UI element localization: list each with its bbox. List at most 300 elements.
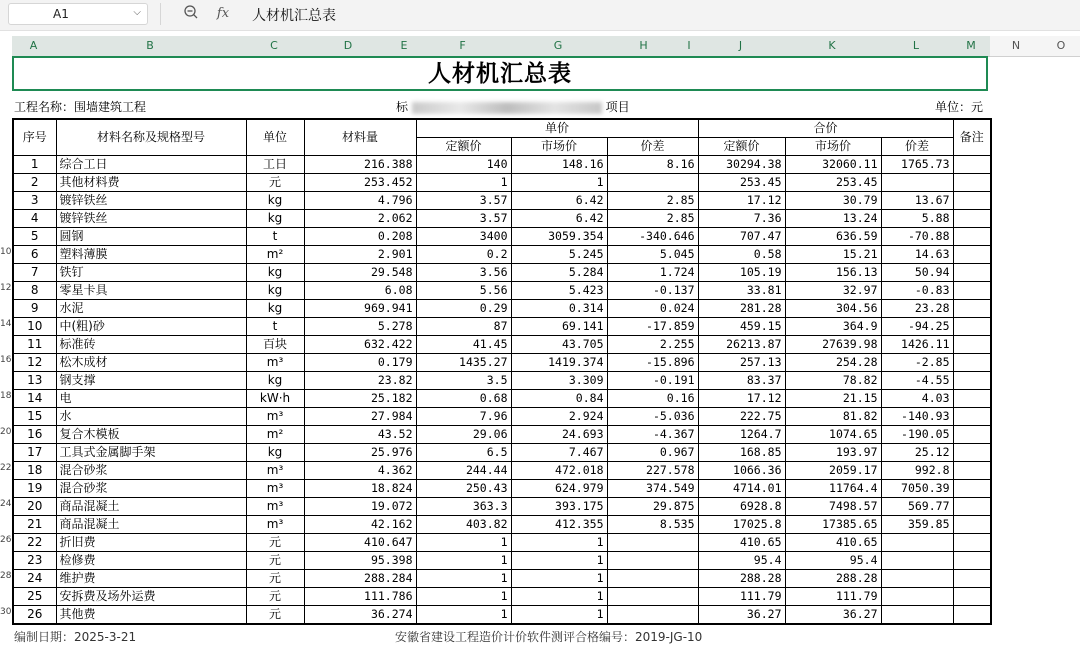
cell-material-name[interactable]: 复合木模板 bbox=[56, 426, 246, 444]
cell-market-price[interactable]: 69.141 bbox=[511, 318, 607, 336]
header-total-quota[interactable]: 定额价 bbox=[698, 138, 785, 156]
cell-price-diff[interactable] bbox=[607, 606, 698, 625]
row-number[interactable]: 22 bbox=[0, 463, 12, 473]
cell-market-price[interactable]: 393.175 bbox=[511, 498, 607, 516]
cell-quota-price[interactable]: 140 bbox=[416, 156, 511, 174]
column-header-o[interactable]: O bbox=[1056, 39, 1066, 52]
header-total-market[interactable]: 市场价 bbox=[785, 138, 881, 156]
cell-total-market[interactable]: 193.97 bbox=[785, 444, 881, 462]
cell-total-diff[interactable] bbox=[881, 534, 953, 552]
cell-quantity[interactable]: 2.062 bbox=[304, 210, 416, 228]
cell-seq[interactable]: 21 bbox=[13, 516, 56, 534]
cell-seq[interactable]: 4 bbox=[13, 210, 56, 228]
cell-total-diff[interactable]: 23.28 bbox=[881, 300, 953, 318]
cell-remark[interactable] bbox=[953, 516, 991, 534]
cell-market-price[interactable]: 412.355 bbox=[511, 516, 607, 534]
cell-market-price[interactable]: 0.314 bbox=[511, 300, 607, 318]
cell-quota-price[interactable]: 87 bbox=[416, 318, 511, 336]
column-header-m[interactable]: M bbox=[966, 39, 976, 52]
cell-total-quota[interactable]: 0.58 bbox=[698, 246, 785, 264]
cell-total-diff[interactable]: 13.67 bbox=[881, 192, 953, 210]
cell-quota-price[interactable]: 1 bbox=[416, 606, 511, 625]
cell-total-market[interactable]: 17385.65 bbox=[785, 516, 881, 534]
cell-seq[interactable]: 12 bbox=[13, 354, 56, 372]
cell-total-market[interactable]: 364.9 bbox=[785, 318, 881, 336]
cell-seq[interactable]: 17 bbox=[13, 444, 56, 462]
cell-price-diff[interactable]: 8.16 bbox=[607, 156, 698, 174]
cell-remark[interactable] bbox=[953, 228, 991, 246]
cell-total-market[interactable]: 304.56 bbox=[785, 300, 881, 318]
row-number[interactable]: 30 bbox=[0, 607, 12, 617]
function-icon[interactable]: fx bbox=[216, 6, 230, 21]
formula-content[interactable]: 人材机汇总表 bbox=[252, 8, 336, 24]
cell-quota-price[interactable]: 3.57 bbox=[416, 210, 511, 228]
column-header-i[interactable]: I bbox=[687, 39, 691, 52]
row-number[interactable]: 16 bbox=[0, 355, 12, 365]
cell-seq[interactable]: 24 bbox=[13, 570, 56, 588]
cell-quantity[interactable]: 19.072 bbox=[304, 498, 416, 516]
column-header-n[interactable]: N bbox=[1011, 39, 1021, 52]
cell-quantity[interactable]: 216.388 bbox=[304, 156, 416, 174]
cell-total-market[interactable]: 30.79 bbox=[785, 192, 881, 210]
header-remark[interactable]: 备注 bbox=[953, 119, 991, 156]
cell-price-diff[interactable]: 2.85 bbox=[607, 210, 698, 228]
cell-unit[interactable]: m³ bbox=[246, 480, 304, 498]
cell-seq[interactable]: 6 bbox=[13, 246, 56, 264]
cell-quota-price[interactable]: 41.45 bbox=[416, 336, 511, 354]
cell-quota-price[interactable]: 244.44 bbox=[416, 462, 511, 480]
cell-material-name[interactable]: 折旧费 bbox=[56, 534, 246, 552]
cell-total-diff[interactable]: 1765.73 bbox=[881, 156, 953, 174]
cell-seq[interactable]: 2 bbox=[13, 174, 56, 192]
cell-quota-price[interactable]: 3.56 bbox=[416, 264, 511, 282]
cell-unit[interactable]: m³ bbox=[246, 354, 304, 372]
cell-remark[interactable] bbox=[953, 426, 991, 444]
cell-total-quota[interactable]: 281.28 bbox=[698, 300, 785, 318]
cell-remark[interactable] bbox=[953, 300, 991, 318]
cell-total-market[interactable]: 27639.98 bbox=[785, 336, 881, 354]
cell-seq[interactable]: 7 bbox=[13, 264, 56, 282]
cell-material-name[interactable]: 混合砂浆 bbox=[56, 462, 246, 480]
cell-material-name[interactable]: 标准砖 bbox=[56, 336, 246, 354]
cell-price-diff[interactable]: 2.85 bbox=[607, 192, 698, 210]
cell-total-diff[interactable]: 7050.39 bbox=[881, 480, 953, 498]
cell-quantity[interactable]: 4.796 bbox=[304, 192, 416, 210]
cell-price-diff[interactable]: 29.875 bbox=[607, 498, 698, 516]
cell-unit[interactable]: kg bbox=[246, 192, 304, 210]
cell-price-diff[interactable]: 2.255 bbox=[607, 336, 698, 354]
cell-market-price[interactable]: 0.84 bbox=[511, 390, 607, 408]
cell-unit[interactable]: m³ bbox=[246, 516, 304, 534]
cell-material-name[interactable]: 铁钉 bbox=[56, 264, 246, 282]
cell-total-market[interactable]: 636.59 bbox=[785, 228, 881, 246]
cell-price-diff[interactable]: -4.367 bbox=[607, 426, 698, 444]
cell-quota-price[interactable]: 1435.27 bbox=[416, 354, 511, 372]
cell-seq[interactable]: 26 bbox=[13, 606, 56, 625]
header-unit-price[interactable]: 单价 bbox=[416, 119, 698, 138]
cell-quota-price[interactable]: 29.06 bbox=[416, 426, 511, 444]
column-header-l[interactable]: L bbox=[912, 39, 920, 52]
cell-quota-price[interactable]: 6.5 bbox=[416, 444, 511, 462]
cell-quota-price[interactable]: 3400 bbox=[416, 228, 511, 246]
cell-price-diff[interactable]: -0.137 bbox=[607, 282, 698, 300]
cell-price-diff[interactable]: -17.859 bbox=[607, 318, 698, 336]
cell-total-market[interactable]: 156.13 bbox=[785, 264, 881, 282]
cell-total-quota[interactable]: 17025.8 bbox=[698, 516, 785, 534]
cell-seq[interactable]: 3 bbox=[13, 192, 56, 210]
header-quota-price[interactable]: 定额价 bbox=[416, 138, 511, 156]
cell-total-quota[interactable]: 4714.01 bbox=[698, 480, 785, 498]
cell-quantity[interactable]: 288.284 bbox=[304, 570, 416, 588]
cell-price-diff[interactable] bbox=[607, 588, 698, 606]
cell-seq[interactable]: 20 bbox=[13, 498, 56, 516]
cell-total-diff[interactable]: 50.94 bbox=[881, 264, 953, 282]
cell-seq[interactable]: 25 bbox=[13, 588, 56, 606]
cell-quota-price[interactable]: 7.96 bbox=[416, 408, 511, 426]
column-header-j[interactable]: J bbox=[738, 39, 743, 52]
cell-market-price[interactable]: 7.467 bbox=[511, 444, 607, 462]
row-number[interactable]: 10 bbox=[0, 247, 12, 257]
row-number[interactable]: 26 bbox=[0, 535, 12, 545]
cell-unit[interactable]: 元 bbox=[246, 534, 304, 552]
cell-material-name[interactable]: 水 bbox=[56, 408, 246, 426]
cell-material-name[interactable]: 混合砂浆 bbox=[56, 480, 246, 498]
cell-quantity[interactable]: 95.398 bbox=[304, 552, 416, 570]
cell-unit[interactable]: 工日 bbox=[246, 156, 304, 174]
cell-remark[interactable] bbox=[953, 264, 991, 282]
cell-quantity[interactable]: 25.976 bbox=[304, 444, 416, 462]
cell-quantity[interactable]: 23.82 bbox=[304, 372, 416, 390]
cell-total-diff[interactable]: 359.85 bbox=[881, 516, 953, 534]
name-box[interactable] bbox=[8, 3, 148, 25]
cell-seq[interactable]: 13 bbox=[13, 372, 56, 390]
cell-total-diff[interactable]: -2.85 bbox=[881, 354, 953, 372]
cell-quota-price[interactable]: 5.56 bbox=[416, 282, 511, 300]
cell-price-diff[interactable] bbox=[607, 174, 698, 192]
cell-total-market[interactable]: 36.27 bbox=[785, 606, 881, 625]
cell-material-name[interactable]: 镀锌铁丝 bbox=[56, 192, 246, 210]
cell-price-diff[interactable] bbox=[607, 534, 698, 552]
cell-market-price[interactable]: 1 bbox=[511, 534, 607, 552]
cell-unit[interactable]: kg bbox=[246, 300, 304, 318]
cell-quantity[interactable]: 0.179 bbox=[304, 354, 416, 372]
cell-material-name[interactable]: 钢支撑 bbox=[56, 372, 246, 390]
cell-market-price[interactable]: 1 bbox=[511, 174, 607, 192]
cell-total-diff[interactable]: -140.93 bbox=[881, 408, 953, 426]
cell-price-diff[interactable]: 0.16 bbox=[607, 390, 698, 408]
cell-remark[interactable] bbox=[953, 390, 991, 408]
cell-total-diff[interactable]: 4.03 bbox=[881, 390, 953, 408]
cell-price-diff[interactable] bbox=[607, 570, 698, 588]
cell-total-diff[interactable] bbox=[881, 552, 953, 570]
cell-total-diff[interactable]: 569.77 bbox=[881, 498, 953, 516]
cell-total-quota[interactable]: 168.85 bbox=[698, 444, 785, 462]
cell-unit[interactable]: kW·h bbox=[246, 390, 304, 408]
cell-seq[interactable]: 15 bbox=[13, 408, 56, 426]
cell-total-market[interactable]: 1074.65 bbox=[785, 426, 881, 444]
cell-seq[interactable]: 11 bbox=[13, 336, 56, 354]
cell-quantity[interactable]: 36.274 bbox=[304, 606, 416, 625]
cell-market-price[interactable]: 5.423 bbox=[511, 282, 607, 300]
cell-total-quota[interactable]: 7.36 bbox=[698, 210, 785, 228]
row-number[interactable]: 20 bbox=[0, 427, 12, 437]
cell-total-quota[interactable]: 459.15 bbox=[698, 318, 785, 336]
cell-remark[interactable] bbox=[953, 570, 991, 588]
column-header-h[interactable]: H bbox=[639, 39, 648, 52]
cell-seq[interactable]: 8 bbox=[13, 282, 56, 300]
cell-unit[interactable]: 元 bbox=[246, 552, 304, 570]
cell-material-name[interactable]: 维护费 bbox=[56, 570, 246, 588]
cell-total-quota[interactable]: 253.45 bbox=[698, 174, 785, 192]
cell-market-price[interactable]: 3.309 bbox=[511, 372, 607, 390]
cell-quantity[interactable]: 18.824 bbox=[304, 480, 416, 498]
column-header-e[interactable]: E bbox=[400, 39, 408, 52]
cell-total-quota[interactable]: 17.12 bbox=[698, 192, 785, 210]
cell-seq[interactable]: 18 bbox=[13, 462, 56, 480]
cell-total-diff[interactable]: 25.12 bbox=[881, 444, 953, 462]
cell-quantity[interactable]: 410.647 bbox=[304, 534, 416, 552]
cell-unit[interactable]: kg bbox=[246, 282, 304, 300]
cell-material-name[interactable]: 其他材料费 bbox=[56, 174, 246, 192]
cell-unit[interactable]: 元 bbox=[246, 606, 304, 625]
cell-market-price[interactable]: 6.42 bbox=[511, 192, 607, 210]
cell-total-market[interactable]: 95.4 bbox=[785, 552, 881, 570]
row-number[interactable]: 18 bbox=[0, 391, 12, 401]
cell-quantity[interactable]: 42.162 bbox=[304, 516, 416, 534]
cell-market-price[interactable]: 2.924 bbox=[511, 408, 607, 426]
cell-total-quota[interactable]: 288.28 bbox=[698, 570, 785, 588]
cell-total-quota[interactable]: 1066.36 bbox=[698, 462, 785, 480]
cell-market-price[interactable]: 1 bbox=[511, 606, 607, 625]
cell-market-price[interactable]: 6.42 bbox=[511, 210, 607, 228]
cell-total-market[interactable]: 21.15 bbox=[785, 390, 881, 408]
header-market-price[interactable]: 市场价 bbox=[511, 138, 607, 156]
cell-quota-price[interactable]: 0.68 bbox=[416, 390, 511, 408]
cell-unit[interactable]: 元 bbox=[246, 588, 304, 606]
cell-total-quota[interactable]: 6928.8 bbox=[698, 498, 785, 516]
column-header-c[interactable]: C bbox=[270, 39, 278, 52]
cell-total-market[interactable]: 11764.4 bbox=[785, 480, 881, 498]
cell-unit[interactable]: kg bbox=[246, 210, 304, 228]
column-header-g[interactable]: G bbox=[553, 39, 563, 52]
cell-unit[interactable]: m³ bbox=[246, 498, 304, 516]
header-unit[interactable]: 单位 bbox=[246, 119, 304, 156]
cell-quantity[interactable]: 0.208 bbox=[304, 228, 416, 246]
cell-quota-price[interactable]: 0.29 bbox=[416, 300, 511, 318]
sheet-title-cell[interactable] bbox=[12, 56, 988, 91]
cell-total-diff[interactable]: -94.25 bbox=[881, 318, 953, 336]
cell-quota-price[interactable]: 403.82 bbox=[416, 516, 511, 534]
cell-market-price[interactable]: 1419.374 bbox=[511, 354, 607, 372]
cell-total-quota[interactable]: 17.12 bbox=[698, 390, 785, 408]
cell-market-price[interactable]: 1 bbox=[511, 588, 607, 606]
cell-seq[interactable]: 16 bbox=[13, 426, 56, 444]
cell-quota-price[interactable]: 1 bbox=[416, 570, 511, 588]
cell-seq[interactable]: 10 bbox=[13, 318, 56, 336]
row-number[interactable]: 12 bbox=[0, 283, 12, 293]
cell-unit[interactable]: 元 bbox=[246, 174, 304, 192]
cell-remark[interactable] bbox=[953, 336, 991, 354]
cell-total-quota[interactable]: 707.47 bbox=[698, 228, 785, 246]
cell-remark[interactable] bbox=[953, 444, 991, 462]
column-header-f[interactable]: F bbox=[459, 39, 466, 52]
cell-remark[interactable] bbox=[953, 462, 991, 480]
cell-material-name[interactable]: 电 bbox=[56, 390, 246, 408]
cell-quota-price[interactable]: 250.43 bbox=[416, 480, 511, 498]
cell-quantity[interactable]: 5.278 bbox=[304, 318, 416, 336]
cell-material-name[interactable]: 中(粗)砂 bbox=[56, 318, 246, 336]
cell-price-diff[interactable]: -15.896 bbox=[607, 354, 698, 372]
cell-total-market[interactable]: 81.82 bbox=[785, 408, 881, 426]
cell-seq[interactable]: 19 bbox=[13, 480, 56, 498]
project-name[interactable]: 工程名称：围墙建筑工程 bbox=[14, 100, 147, 114]
cell-market-price[interactable]: 624.979 bbox=[511, 480, 607, 498]
cell-quota-price[interactable]: 1 bbox=[416, 588, 511, 606]
cell-total-diff[interactable]: -70.88 bbox=[881, 228, 953, 246]
cell-total-market[interactable]: 254.28 bbox=[785, 354, 881, 372]
cell-total-market[interactable]: 78.82 bbox=[785, 372, 881, 390]
header-material-name[interactable]: 材料名称及规格型号 bbox=[56, 119, 246, 156]
cell-quota-price[interactable]: 3.5 bbox=[416, 372, 511, 390]
cell-seq[interactable]: 5 bbox=[13, 228, 56, 246]
cell-total-diff[interactable] bbox=[881, 588, 953, 606]
row-number[interactable]: 14 bbox=[0, 319, 12, 329]
cell-seq[interactable]: 14 bbox=[13, 390, 56, 408]
row-number[interactable]: 28 bbox=[0, 571, 12, 581]
cell-total-quota[interactable]: 30294.38 bbox=[698, 156, 785, 174]
cell-quantity[interactable]: 6.08 bbox=[304, 282, 416, 300]
cell-total-quota[interactable]: 83.37 bbox=[698, 372, 785, 390]
cell-market-price[interactable]: 1 bbox=[511, 552, 607, 570]
cell-market-price[interactable]: 1 bbox=[511, 570, 607, 588]
cell-price-diff[interactable]: 0.967 bbox=[607, 444, 698, 462]
cell-quantity[interactable]: 111.786 bbox=[304, 588, 416, 606]
cell-material-name[interactable]: 塑料薄膜 bbox=[56, 246, 246, 264]
header-price-diff[interactable]: 价差 bbox=[607, 138, 698, 156]
cell-total-quota[interactable]: 36.27 bbox=[698, 606, 785, 625]
footer-date[interactable]: 编制日期：2025-3-21 bbox=[14, 630, 137, 644]
cell-market-price[interactable]: 472.018 bbox=[511, 462, 607, 480]
cell-unit[interactable]: m² bbox=[246, 426, 304, 444]
column-header-b[interactable]: B bbox=[146, 39, 154, 52]
cell-quota-price[interactable]: 363.3 bbox=[416, 498, 511, 516]
cell-unit[interactable]: 百块 bbox=[246, 336, 304, 354]
cell-remark[interactable] bbox=[953, 606, 991, 625]
header-total-diff[interactable]: 价差 bbox=[881, 138, 953, 156]
cell-total-market[interactable]: 13.24 bbox=[785, 210, 881, 228]
cell-seq[interactable]: 23 bbox=[13, 552, 56, 570]
cell-total-diff[interactable]: 5.88 bbox=[881, 210, 953, 228]
unit-label[interactable]: 单位：元 bbox=[935, 100, 984, 114]
cell-total-diff[interactable]: 992.8 bbox=[881, 462, 953, 480]
cell-quantity[interactable]: 29.548 bbox=[304, 264, 416, 282]
cell-total-market[interactable]: 2059.17 bbox=[785, 462, 881, 480]
cell-quota-price[interactable]: 1 bbox=[416, 174, 511, 192]
cell-material-name[interactable]: 其他费 bbox=[56, 606, 246, 625]
cell-material-name[interactable]: 商品混凝土 bbox=[56, 516, 246, 534]
cell-remark[interactable] bbox=[953, 498, 991, 516]
cell-quota-price[interactable]: 1 bbox=[416, 534, 511, 552]
cell-remark[interactable] bbox=[953, 246, 991, 264]
cell-quota-price[interactable]: 3.57 bbox=[416, 192, 511, 210]
cell-total-market[interactable]: 15.21 bbox=[785, 246, 881, 264]
cell-market-price[interactable]: 148.16 bbox=[511, 156, 607, 174]
cell-material-name[interactable]: 安拆费及场外运费 bbox=[56, 588, 246, 606]
cell-quantity[interactable]: 632.422 bbox=[304, 336, 416, 354]
cell-price-diff[interactable]: 1.724 bbox=[607, 264, 698, 282]
cell-unit[interactable]: m³ bbox=[246, 408, 304, 426]
cell-remark[interactable] bbox=[953, 156, 991, 174]
cell-quantity[interactable]: 2.901 bbox=[304, 246, 416, 264]
cell-quantity[interactable]: 43.52 bbox=[304, 426, 416, 444]
cell-unit[interactable]: t bbox=[246, 228, 304, 246]
cell-market-price[interactable]: 3059.354 bbox=[511, 228, 607, 246]
cell-remark[interactable] bbox=[953, 354, 991, 372]
cell-total-quota[interactable]: 257.13 bbox=[698, 354, 785, 372]
header-seq[interactable]: 序号 bbox=[13, 119, 56, 156]
cell-quantity[interactable]: 25.182 bbox=[304, 390, 416, 408]
cell-total-market[interactable]: 32.97 bbox=[785, 282, 881, 300]
cell-total-diff[interactable]: 1426.11 bbox=[881, 336, 953, 354]
cell-unit[interactable]: 元 bbox=[246, 570, 304, 588]
cell-price-diff[interactable]: 5.045 bbox=[607, 246, 698, 264]
cell-total-quota[interactable]: 410.65 bbox=[698, 534, 785, 552]
cell-total-market[interactable]: 7498.57 bbox=[785, 498, 881, 516]
cell-seq[interactable]: 1 bbox=[13, 156, 56, 174]
cell-total-diff[interactable]: -4.55 bbox=[881, 372, 953, 390]
zoom-icon[interactable] bbox=[180, 4, 202, 24]
cell-unit[interactable]: m² bbox=[246, 246, 304, 264]
section-label[interactable] bbox=[396, 99, 630, 115]
cell-total-diff[interactable] bbox=[881, 174, 953, 192]
chevron-down-icon[interactable]: ⌵ bbox=[133, 7, 141, 18]
cell-quota-price[interactable]: 0.2 bbox=[416, 246, 511, 264]
cell-total-market[interactable]: 111.79 bbox=[785, 588, 881, 606]
cell-price-diff[interactable]: -5.036 bbox=[607, 408, 698, 426]
cell-price-diff[interactable]: -340.646 bbox=[607, 228, 698, 246]
cell-material-name[interactable]: 综合工日 bbox=[56, 156, 246, 174]
footer-certificate[interactable]: 安徽省建设工程造价计价软件测评合格编号：2019-JG-10 bbox=[395, 630, 703, 644]
cell-total-diff[interactable]: -0.83 bbox=[881, 282, 953, 300]
row-number[interactable]: 24 bbox=[0, 499, 12, 509]
cell-material-name[interactable]: 零星卡具 bbox=[56, 282, 246, 300]
cell-unit[interactable]: kg bbox=[246, 444, 304, 462]
cell-price-diff[interactable]: 0.024 bbox=[607, 300, 698, 318]
cell-total-market[interactable]: 253.45 bbox=[785, 174, 881, 192]
cell-unit[interactable]: m³ bbox=[246, 462, 304, 480]
cell-quantity[interactable]: 253.452 bbox=[304, 174, 416, 192]
cell-market-price[interactable]: 43.705 bbox=[511, 336, 607, 354]
cell-material-name[interactable]: 工具式金属脚手架 bbox=[56, 444, 246, 462]
cell-total-market[interactable]: 410.65 bbox=[785, 534, 881, 552]
cell-total-diff[interactable]: -190.05 bbox=[881, 426, 953, 444]
cell-remark[interactable] bbox=[953, 480, 991, 498]
cell-price-diff[interactable]: 8.535 bbox=[607, 516, 698, 534]
cell-quantity[interactable]: 27.984 bbox=[304, 408, 416, 426]
cell-total-quota[interactable]: 1264.7 bbox=[698, 426, 785, 444]
header-quantity[interactable]: 材料量 bbox=[304, 119, 416, 156]
cell-remark[interactable] bbox=[953, 588, 991, 606]
cell-price-diff[interactable]: 227.578 bbox=[607, 462, 698, 480]
cell-quantity[interactable]: 4.362 bbox=[304, 462, 416, 480]
cell-total-diff[interactable] bbox=[881, 570, 953, 588]
cell-remark[interactable] bbox=[953, 192, 991, 210]
cell-total-quota[interactable]: 222.75 bbox=[698, 408, 785, 426]
column-header-k[interactable]: K bbox=[828, 39, 836, 52]
cell-total-market[interactable]: 288.28 bbox=[785, 570, 881, 588]
cell-total-quota[interactable]: 111.79 bbox=[698, 588, 785, 606]
cell-market-price[interactable]: 5.284 bbox=[511, 264, 607, 282]
